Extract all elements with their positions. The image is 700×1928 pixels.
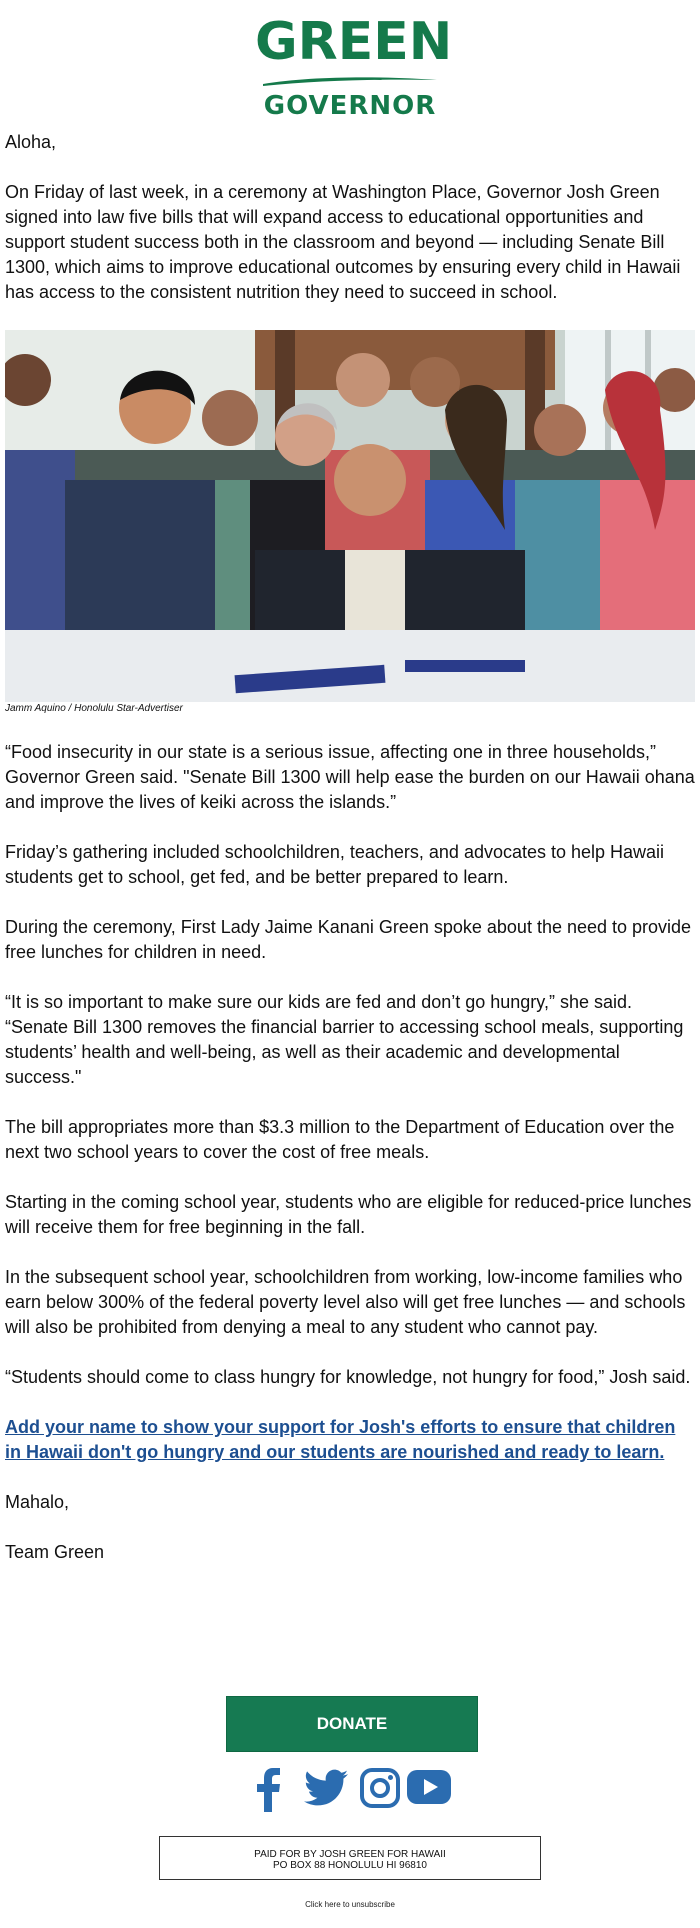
donate-button[interactable]: DONATE — [226, 1696, 478, 1752]
first-lady-quote: “It is so important to make sure our kids are fed and don’t go hungry,” she said. “Senate Bill 1300 removes the financial barrier to accessing school meals, supporting students’ health and well-being, as well as their academic and developmental success." — [5, 992, 684, 1087]
appropriation-paragraph: The bill appropriates more than $3.3 million to the Department of Education over the next two school years to cover the cost of free meals. — [5, 1117, 675, 1162]
instagram-icon[interactable] — [360, 1768, 400, 1808]
twitter-icon[interactable] — [304, 1768, 348, 1808]
add-your-name-link[interactable]: Add your name to show your support for Josh's efforts to ensure that children in Hawaii don't go hungry and our students are nourished and ready to learn. — [5, 1417, 676, 1462]
photo-caption: Jamm Aquino / Honolulu Star-Advertiser — [5, 703, 183, 714]
paid-line1: PAID FOR BY JOSH GREEN FOR HAWAII — [254, 1849, 446, 1860]
youtube-icon[interactable] — [407, 1770, 451, 1804]
ceremony-photo — [5, 330, 695, 702]
signoff: Mahalo, — [5, 1492, 70, 1512]
logo-line1: GREEN — [255, 12, 453, 72]
josh-quote: “Students should come to class hungry for knowledge, not hungry for food,” Josh said. — [5, 1367, 691, 1387]
paid-for-disclaimer — [159, 1836, 541, 1880]
quote-paragraph: “Food insecurity in our state is a serious issue, affecting one in three households,” Governor Green said. "Senate Bill 1300 will help ease the burden on our Hawaii ohana and improve the lives of keiki across the islands.” — [5, 742, 695, 812]
gathering-paragraph: Friday’s gathering included schoolchildren, teachers, and advocates to help Hawaii students get to school, get fed, and be better prepared to learn. — [5, 842, 665, 887]
email-body — [5, 130, 695, 1590]
first-lady-paragraph: During the ceremony, First Lady Jaime Kanani Green spoke about the need to provide free lunches for children in need. — [5, 917, 692, 962]
intro-paragraph: On Friday of last week, in a ceremony at Washington Place, Governor Josh Green signed into law five bills that will expand access to educational opportunities and support student success both in the classroom and beyond — including Senate Bill 1300, which aims to improve educational outcomes by ensuring every child in Hawaii has access to the consistent nutrition they need to succeed in school. — [5, 182, 681, 302]
social-icons — [0, 1768, 700, 1818]
facebook-icon[interactable] — [255, 1768, 281, 1812]
logo-line2: GOVERNOR — [263, 91, 437, 121]
green-governor-logo — [255, 12, 453, 121]
reduced-price-paragraph: Starting in the coming school year, students who are eligible for reduced-price lunches will receive them for free beginning in the fall. — [5, 1192, 692, 1237]
subsequent-year-paragraph: In the subsequent school year, schoolchildren from working, low-income families who earn below 300% of the federal poverty level also will get free lunches — and schools will also be prohibited from denying a meal to any student who cannot pay. — [5, 1267, 686, 1337]
signature: Team Green — [5, 1542, 105, 1562]
greeting: Aloha, — [5, 132, 57, 152]
logo-swoosh-icon — [261, 74, 439, 88]
unsubscribe-link[interactable]: Click here to unsubscribe — [305, 1900, 395, 1909]
paid-line2: PO BOX 88 HONOLULU HI 96810 — [273, 1860, 427, 1871]
